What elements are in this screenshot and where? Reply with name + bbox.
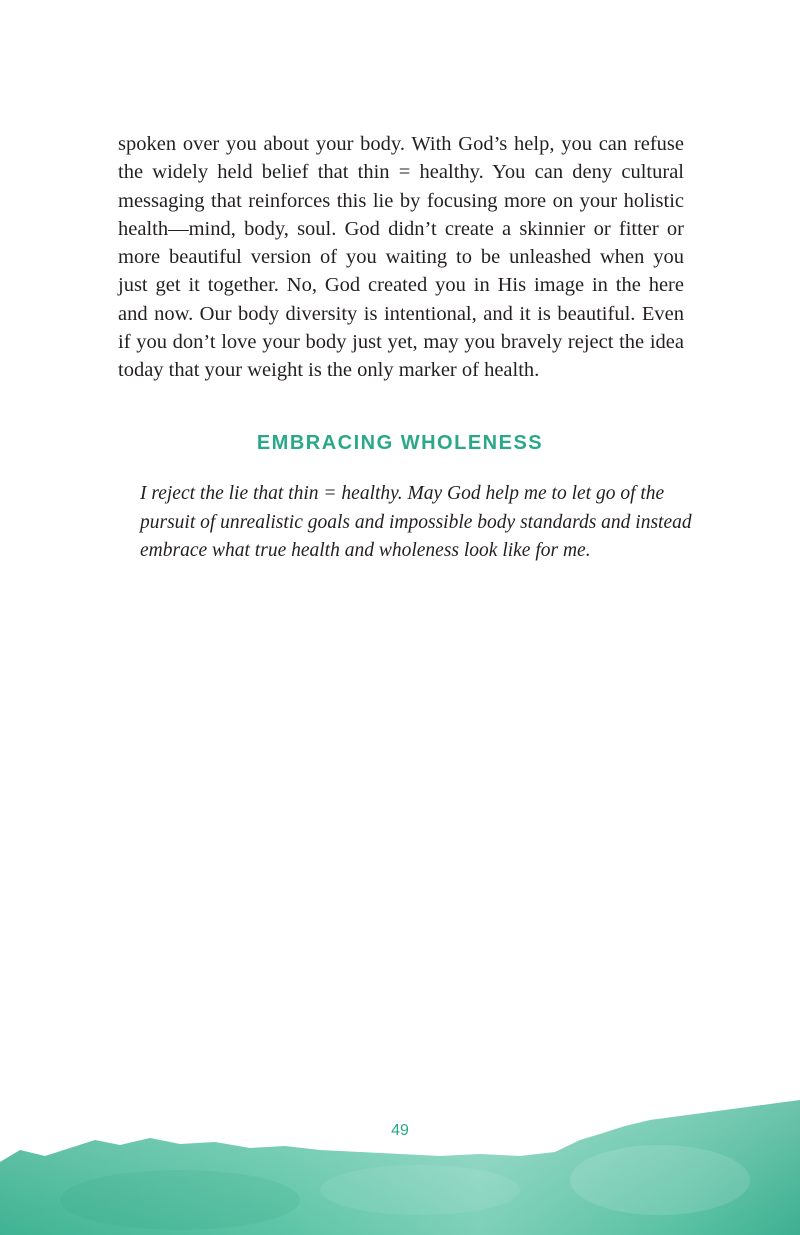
- prayer-line: pursuit of unrealistic goals and impossible body standards and instead: [140, 511, 692, 533]
- body-line: messaging that reinforces this lie by focusing more on your holistic: [118, 189, 684, 212]
- body-paragraph: [118, 130, 684, 385]
- body-line: the widely held belief that thin = healthy. You can deny cultural: [118, 161, 684, 184]
- prayer-line: I reject the lie that thin = healthy. May God help me to let go of the: [140, 483, 665, 504]
- prayer-line: embrace what true health and wholeness look like for me.: [140, 540, 591, 561]
- body-line: just get it together. No, God created you in His image in the here: [118, 274, 684, 297]
- body-line: if you don’t love your body just yet, may you bravely reject the idea: [118, 331, 684, 354]
- page-number: 49: [391, 1122, 409, 1139]
- section-heading: EMBRACING WHOLENESS: [256, 432, 544, 454]
- watercolor-wash-footer: [0, 1090, 800, 1235]
- body-line: more beautiful version of you waiting to be unleashed when you: [118, 246, 684, 269]
- body-line: spoken over you about your body. With God’s help, you can refuse: [118, 133, 684, 155]
- body-line: and now. Our body diversity is intentional, and it is beautiful. Even: [118, 302, 684, 325]
- body-line: today that your weight is the only marker of health.: [118, 359, 540, 382]
- prayer-text: [140, 480, 692, 566]
- body-line: health—mind, body, soul. God didn’t create a skinnier or fitter or: [118, 217, 684, 240]
